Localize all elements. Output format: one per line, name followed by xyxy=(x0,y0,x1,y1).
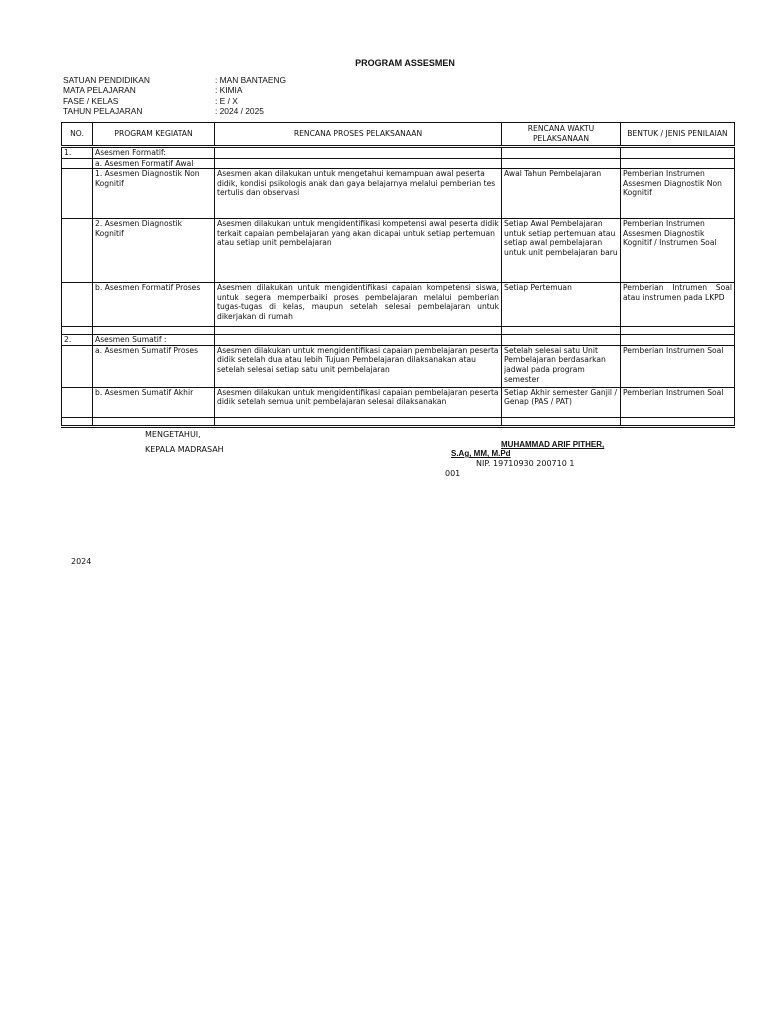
bentuk-cell: Pemberian Instrumen Assesmen Diagnostik Kognitif / Instrumen Soal xyxy=(621,219,735,283)
program-cell: a. Asesmen Sumatif Proses xyxy=(93,345,215,387)
table-row xyxy=(62,169,735,219)
assessment-table xyxy=(61,122,735,428)
table-header-row xyxy=(62,123,735,147)
waktu-cell: Setiap Akhir semester Ganjil / Genap (PAS / PAT) xyxy=(502,387,621,417)
meta-label-satuan: SATUAN PENDIDIKAN xyxy=(63,75,150,85)
program-cell: b. Asesmen Sumatif Akhir xyxy=(93,387,215,417)
program-cell: b. Asesmen Formatif Proses xyxy=(93,283,215,327)
head-title: S.Ag, MM, M.Pd xyxy=(451,449,511,458)
proses-cell: Asesmen dilakukan untuk mengidentifikasi capaian pembelajaran peserta didik setelah dua atau lebih Tujuan Pembelajaran dilaksanakan atau setelah selesai setiap satu unit pembelajaran xyxy=(215,345,502,387)
waktu-cell: Awal Tahun Pembelajaran xyxy=(502,169,621,219)
meta-value-fase: : E / X xyxy=(215,95,238,106)
page-title: PROGRAM ASSESMEN xyxy=(355,58,455,68)
bentuk-cell: Pemberian Instrumen Soal xyxy=(621,387,735,417)
header-no: NO. xyxy=(62,123,93,147)
program-cell: 1. Asesmen Diagnostik Non Kognitif xyxy=(93,169,215,219)
meta-value-satuan: : MAN BANTAENG xyxy=(215,75,287,85)
bentuk-cell: Pemberian Instrumen Assesmen Diagnostik Non Kognitif xyxy=(621,169,735,219)
identity-block xyxy=(63,75,286,117)
table-row xyxy=(62,283,735,327)
subsection-row xyxy=(62,158,735,169)
subsection-title: a. Asesmen Formatif Awal xyxy=(93,158,215,169)
proses-cell: Asesmen dilakukan untuk mengidentifikasi capaian kompetensi siswa, untuk segera memperbaiki proses pembelajaran melalui pemberian tugas-tugas di kelas, maupun setelah selesai pembelajaran untuk dikerjakan di rumah xyxy=(215,283,502,327)
section-row xyxy=(62,147,735,159)
table-row xyxy=(62,345,735,387)
meta-value-tahun: : 2024 / 2025 xyxy=(215,106,264,117)
meta-label-mapel: MATA PELAJARAN xyxy=(63,85,136,96)
waktu-cell: Setelah selesai satu Unit Pembelajaran berdasarkan jadwal pada program semester xyxy=(502,345,621,387)
meta-value-mapel: : KIMIA xyxy=(215,85,243,96)
spacer-row xyxy=(62,417,735,426)
proses-cell: Asesmen dilakukan untuk mengidentifikasi capaian pembelajaran peserta didik setelah semua unit pembelajaran selesai dilaksanakan xyxy=(215,387,502,417)
table-row xyxy=(62,387,735,417)
head-name: MUHAMMAD ARIF PITHER, xyxy=(501,440,605,449)
table-row xyxy=(62,219,735,283)
year-label: 2024 xyxy=(71,557,92,566)
bentuk-cell: Pemberian Instrumen Soal xyxy=(621,345,735,387)
meta-label-tahun: TAHUN PELAJARAN xyxy=(63,106,143,117)
header-program: PROGRAM KEGIATAN xyxy=(93,123,215,147)
header-bentuk: BENTUK / JENIS PENILAIAN xyxy=(621,123,735,147)
kepala-label: KEPALA MADRASAH xyxy=(145,445,224,454)
section-row xyxy=(62,335,735,346)
section-title: Asesmen Formatif: xyxy=(93,147,215,159)
section-no: 2. xyxy=(62,335,93,346)
proses-cell: Asesmen akan dilakukan untuk mengetahui kemampuan awal peserta didik, kondisi psikologis anak dan gaya belajarnya melalui pemberian tes tertulis dan observasi xyxy=(215,169,502,219)
program-cell: 2. Asesmen Diagnostik Kognitif xyxy=(93,219,215,283)
waktu-cell: Setiap Pertemuan xyxy=(502,283,621,327)
proses-cell: Asesmen dilakukan untuk mengidentifikasi kompetensi awal peserta didik terkait capaian pembelajaran yang akan dicapai untuk setiap pertemuan atau setiap unit pembelajaran xyxy=(215,219,502,283)
waktu-cell: Setiap Awal Pembelajaran untuk setiap pertemuan atau setiap awal pembelajaran untuk unit pembelajaran baru xyxy=(502,219,621,283)
spacer-row xyxy=(62,327,735,335)
header-rencana-proses: RENCANA PROSES PELAKSANAAN xyxy=(215,123,502,147)
bentuk-cell: Pemberian Intrumen Soal atau instrumen pada LKPD xyxy=(621,283,735,327)
section-title: Asesmen Sumatif : xyxy=(93,335,215,346)
nip-suffix: 001 xyxy=(445,469,461,478)
head-nip: NIP. 19710930 200710 1 xyxy=(476,459,575,468)
header-rencana-waktu: RENCANA WAKTU PELAKSANAAN xyxy=(502,123,621,147)
section-no: 1. xyxy=(62,147,93,159)
meta-label-fase: FASE / KELAS xyxy=(63,95,119,106)
mengetahui-label: MENGETAHUI, xyxy=(145,430,201,439)
